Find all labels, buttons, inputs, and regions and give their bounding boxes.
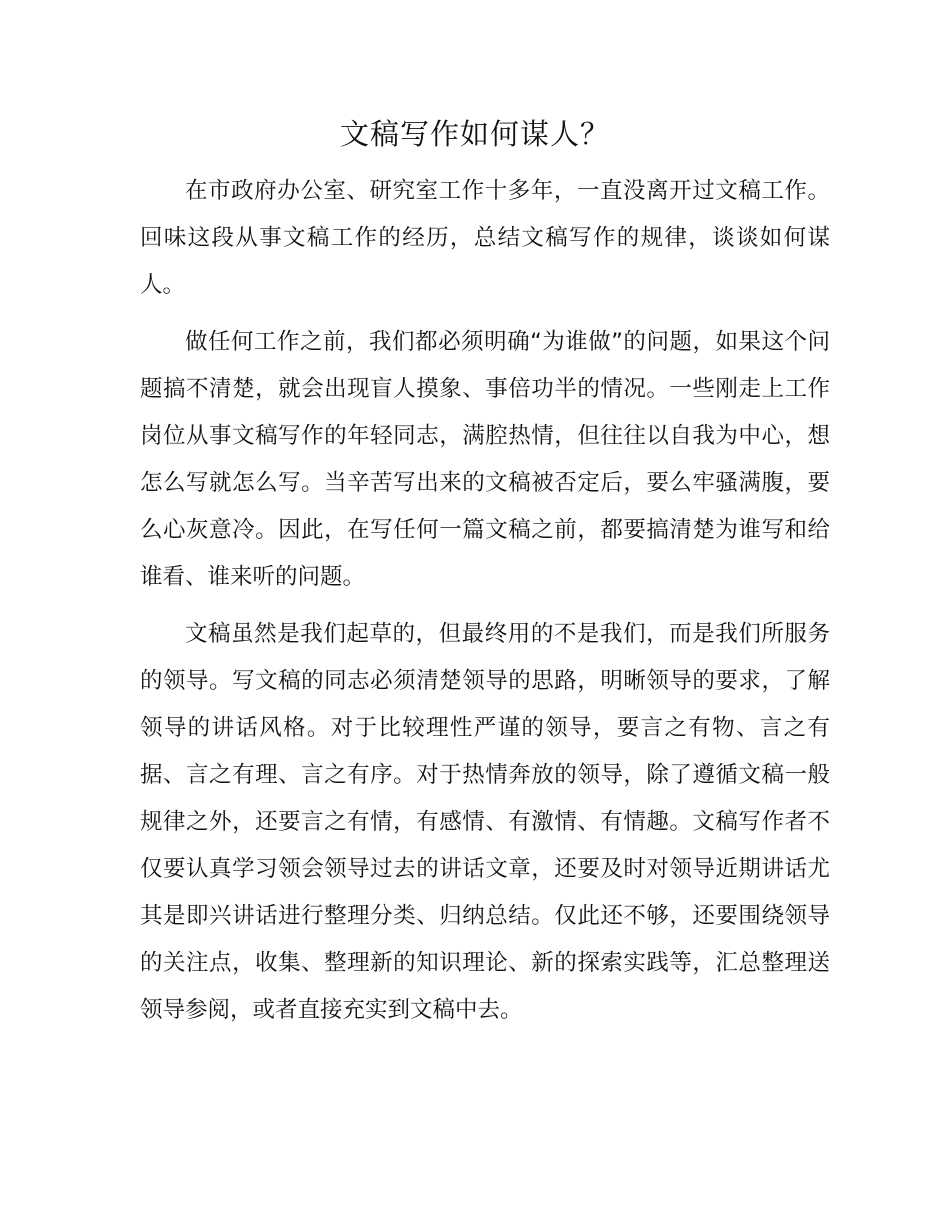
paragraph-2: 做任何工作之前，我们都必须明确“为谁做”的问题，如果这个问题搞不清楚，就会出现盲人摸象、事倍功半的情况。一些刚走上工作岗位从事文稿写作的年轻同志，满腔热情，但往往以自我为中心，想怎么写就怎么写。当辛苦写出来的文稿被否定后，要么牢骚满腹，要么心灰意冷。因此，在写任何一篇文稿之前，都要搞清楚为谁写和给谁看、谁来听的问题。: [140, 329, 830, 590]
document-body: [140, 168, 830, 1044]
document-title: 文稿写作如何谋人？: [339, 117, 610, 151]
paragraph-1: 在市政府办公室、研究室工作十多年，一直没离开过文稿工作。回味这段从事文稿工作的经历，总结文稿写作的规律，谈谈如何谋人。: [140, 178, 830, 298]
paragraph-3: 文稿虽然是我们起草的，但最终用的不是我们，而是我们所服务的领导。写文稿的同志必须清楚领导的思路，明晰领导的要求，了解领导的讲话风格。对于比较理性严谨的领导，要言之有物、言之有据、言之有理、言之有序。对于热情奔放的领导，除了遵循文稿一般规律之外，还要言之有情，有感情、有激情、有情趣。文稿写作者不仅要认真学习领会领导过去的讲话文章，还要及时对领导近期讲话尤其是即兴讲话进行整理分类、归纳总结。仅此还不够，还要围绕领导的关注点，收集、整理新的知识理论、新的探索实践等，汇总整理送领导参阅，或者直接充实到文稿中去。: [140, 621, 830, 1023]
